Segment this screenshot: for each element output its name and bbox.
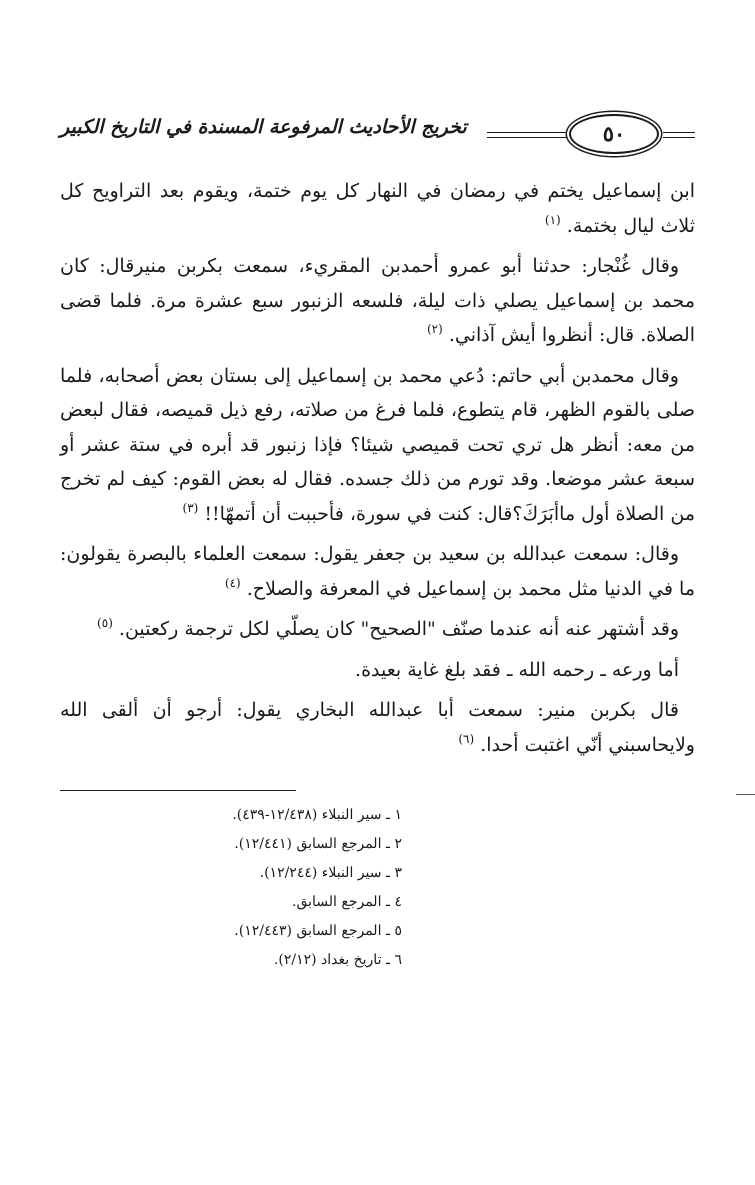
- footnote-ref: (٢): [426, 322, 443, 336]
- paragraph-text: قال بكربن منير: سمعت أبا عبدالله البخاري يقول: أرجو أن ألقى الله ولايحاسبني أنّي اغتبت أحدا.: [60, 699, 695, 756]
- header-rule-middle: [487, 132, 567, 138]
- paragraph-text: أما ورعه ـ رحمه الله ـ فقد بلغ غاية بعيدة.: [355, 658, 679, 681]
- margin-mark: [736, 794, 755, 795]
- footnote-item: ٤ ـ المرجع السابق.: [292, 894, 402, 910]
- page-number-badge: [569, 114, 659, 154]
- book-page: [60, 108, 695, 975]
- footnote-item: ٦ ـ تاريخ بغداد (٢/١٢).: [273, 952, 402, 968]
- page-number: ٥٠: [602, 121, 626, 146]
- footnote-item: ٥ ـ المرجع السابق (١٢/٤٤٣).: [234, 923, 402, 939]
- footnote-item: ١ ـ سير النبلاء (١٢/٤٣٨-٤٣٩).: [232, 807, 402, 823]
- main-text: [60, 174, 695, 762]
- header-rule-right: [663, 132, 695, 138]
- paragraph: [60, 249, 695, 353]
- footnote-separator: [60, 790, 296, 791]
- paragraph: [60, 612, 695, 647]
- paragraph: [60, 653, 695, 688]
- running-title: تخريج الأحاديث المرفوعة المسندة في التاريخ الكبير: [60, 116, 467, 138]
- paragraph-text: وقال غُنْجار: حدثنا أبو عمرو أحمدبن المقريء، سمعت بكربن منيرقال: كان محمد بن إسماعيل يصلي ذات ليلة، فلسعه الزنبور سبع عشرة مرة. فلما قضى الصلاة. قال: أنظروا أيش آذاني.: [60, 255, 695, 346]
- paragraph-text: وقد أشتهر عنه أنه عندما صنّف "الصحيح" كان يصلّي لكل ترجمة ركعتين.: [118, 618, 679, 640]
- footnote-ref: (١): [544, 212, 561, 227]
- paragraph: [60, 693, 695, 762]
- paragraph-text: وقال: سمعت عبدالله بن سعيد بن جعفر يقول: سمعت العلماء بالبصرة يقولون: ما في الدنيا مثل محمد بن إسماعيل في المعرفة والصلاح.: [60, 543, 695, 600]
- paragraph-text: ابن إسماعيل يختم في رمضان في النهار كل يوم ختمة، ويقوم بعد التراويح كل ثلاث ليال بختمة.: [60, 180, 695, 237]
- paragraph: [60, 537, 695, 606]
- paragraph: [60, 174, 695, 243]
- paragraph: [60, 359, 695, 532]
- footnote-ref: (٦): [458, 731, 475, 746]
- paragraph-text: وقال محمدبن أبي حاتم: دُعي محمد بن إسماعيل إلى بستان بعض أصحابه، فلما صلى بالقوم الظهر، قام يتطوع، فلما فرغ من صلاته، رفع ذيل قميصه، فقال لبعض من معه: أنظر هل تري تحت قميصي شيئا؟ فإذا زنبور قد أبره في ستة عشر أو سبعة عشر موضعا. وقد تورم من ذلك جسده. فقال له بعض القوم: كيف لم تخرج من الصلاة أول ماأبَرَكَ؟قال: كنت في سورة، فأحببت أن أتمهّا!!: [60, 364, 695, 525]
- footnote-item: ٢ ـ المرجع السابق (١٢/٤٤١).: [234, 836, 402, 852]
- running-header: [60, 108, 695, 158]
- footnote-ref: (٥): [97, 616, 113, 630]
- footnote-ref: (٣): [182, 500, 199, 515]
- footnotes: [60, 801, 695, 975]
- footnote-ref: (٤): [224, 575, 241, 590]
- footnote-item: ٣ ـ سير النبلاء (١٢/٢٤٤).: [259, 865, 402, 881]
